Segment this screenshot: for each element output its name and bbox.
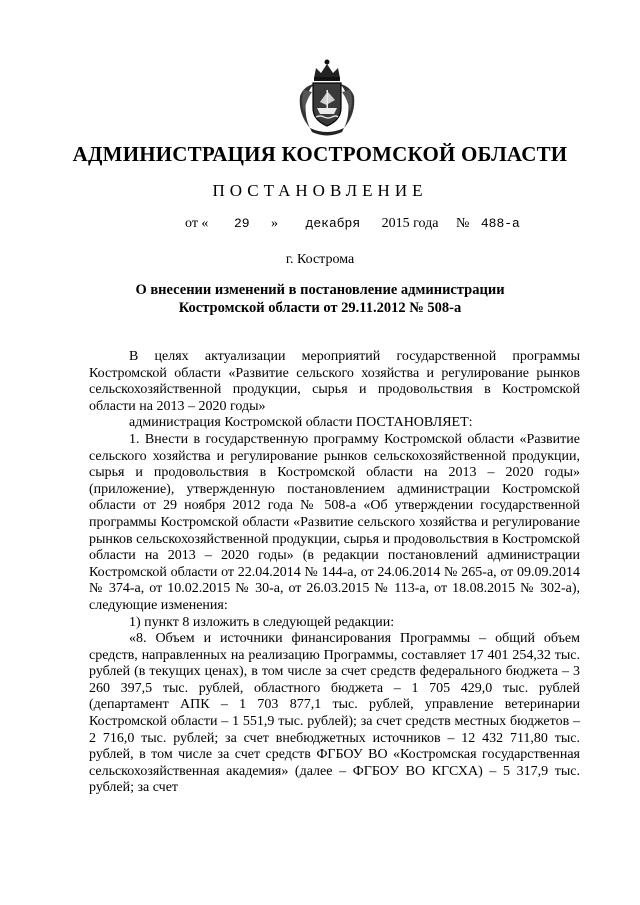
body-paragraph: В целях актуализации мероприятий государственной программы Костромской области «Развитие сельского хозяйства и регулирование рынков сельскохозяйственной продукции, сырья и продовольствия в Костромской области на 2013 – 2020 годы»: [89, 349, 580, 414]
document-body: [89, 349, 580, 797]
document-subject: [0, 281, 640, 317]
subject-line-1: О внесении изменений в постановление администрации: [135, 282, 505, 298]
document-number: 488-а: [480, 216, 520, 231]
date-year: 2015 года: [381, 216, 439, 231]
document-type: ПОСТАНОВЛЕНИЕ: [212, 181, 428, 200]
date-month: декабря: [305, 216, 361, 231]
date-quote-close: »: [271, 216, 279, 231]
coat-of-arms-emblem: [296, 56, 358, 138]
date-day: 29: [233, 216, 250, 231]
date-prefix: от «: [185, 216, 209, 231]
organization-title: АДМИНИСТРАЦИЯ КОСТРОМСКОЙ ОБЛАСТИ: [72, 142, 568, 166]
body-paragraph: 1. Внести в государственную программу Костромской области «Развитие сельского хозяйства и регулирование рынков сельскохозяйственной продукции, сырья и продовольствия в Костромской области на 2013 – 2020 годы» (приложение), утвержденную постановлением администрации Костромской области от 29 ноября 2012 года № 508-а «Об утверждении государственной программы Костромской области «Развитие сельского хозяйства и регулирование рынков сельскохозяйственной продукции, сырья и продовольствия в Костромской области на 2013 – 2020 годы» (в редакции постановлений администрации Костромской области от 22.04.2014 № 144-а, от 24.06.2014 № 265-а, от 09.09.2014 № 374-а, от 10.02.2015 № 30-а, от 26.03.2015 № 113-а, от 18.08.2015 № 302-а), следующие изменения:: [89, 431, 580, 613]
body-paragraph: администрация Костромской области ПОСТАНОВЛЯЕТ:: [129, 415, 473, 431]
number-sign: №: [455, 216, 470, 231]
body-paragraph: «8. Объем и источники финансирования Программы – общий объем средств, направленных на реализацию Программы, составляет 17 401 254,32 тыс. рублей (в текущих ценах), в том числе за счет средств федерального бюджета – 3 260 397,5 тыс. рублей, областного бюджета – 1 705 429,0 тыс. рублей (департамент АПК – 1 703 877,1 тыс. рублей, управление ветеринарии Костромской области – 1 551,9 тыс. рублей); за счет средств местных бюджетов – 2 716,0 тыс. рублей; за счет внебюджетных источников – 12 432 711,80 тыс. рублей, в том числе за счет средств ФГБОУ ВО «Костромская государственная сельскохозяйственная академия» (далее – ФГБОУ ВО КГСХА) – 5 317,9 тыс. рублей; за счет: [89, 631, 580, 796]
city-line: г. Кострома: [285, 252, 355, 267]
subject-line-2: Костромской области от 29.11.2012 № 508-а: [178, 300, 462, 316]
body-paragraph: 1) пункт 8 изложить в следующей редакции:: [129, 614, 395, 630]
document-date-number: [185, 216, 520, 232]
